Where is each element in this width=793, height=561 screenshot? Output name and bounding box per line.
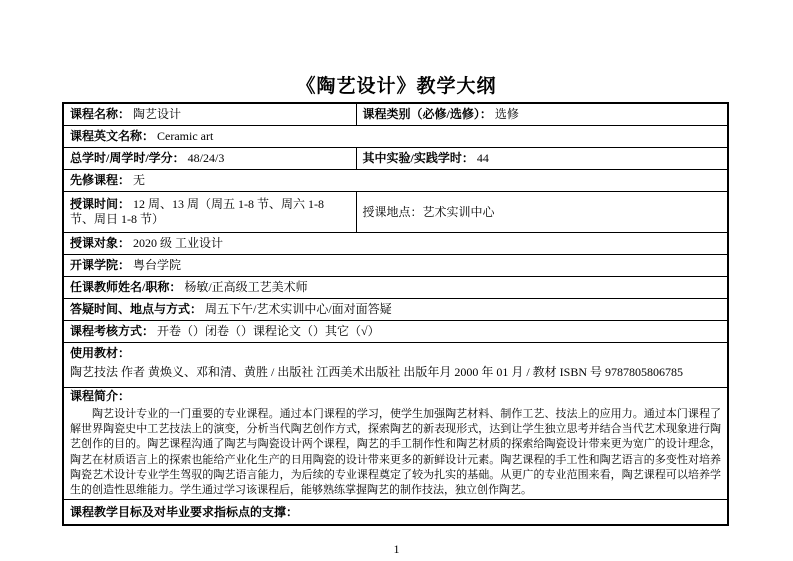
row-teaching-time — [63, 192, 728, 233]
cell-objectives — [63, 500, 728, 526]
cell-assessment — [63, 321, 728, 343]
total-hours-value: 48/24/3 — [187, 151, 225, 165]
textbook-label: 使用教材： — [70, 346, 131, 360]
teaching-time-label: 授课时间： — [70, 197, 131, 211]
teaching-location-text: 授课地点：艺术实训中心 — [362, 204, 495, 219]
course-name-value: 陶艺设计 — [133, 107, 182, 121]
teacher-label: 任课教师姓名/职称： — [70, 280, 182, 294]
school-value: 粤台学院 — [133, 258, 182, 272]
cell-lab-hours — [356, 148, 728, 170]
qa-arrangement-value: 周五下午/艺术实训中心/面对面答疑 — [205, 302, 392, 316]
cell-school — [63, 255, 728, 277]
row-intro — [63, 388, 728, 500]
cell-teaching-target — [63, 233, 728, 255]
assessment-value: 开卷（）闭卷（）课程论文（）其它（√） — [157, 324, 380, 338]
prerequisites-label: 先修课程： — [70, 173, 131, 187]
cell-textbook — [63, 343, 728, 388]
intro-paragraph: 陶艺设计专业的一门重要的专业课程。通过本门课程的学习，使学生加强陶艺材料、制作工艺、技法上的应用力。通过本门课程了解世界陶瓷史中工艺技法上的演变，分析当代陶艺创作方式，探索陶艺的新表现形式，达到让学生独立思考并结合当代艺术现象进行陶艺创作的目的。陶艺课程沟通了陶艺与陶瓷设计两个课程，陶艺的手工制作性和陶艺材质的探索给陶瓷设计带来更为宽广的设计理念，陶艺在材质语言上的探索也能给产业化生产的日用陶瓷的设计带来更多的新鲜设计元素。陶艺课程的手工性和陶艺语言的多变性对培养陶瓷艺术设计专业学生驾驭的陶艺语言能力，为后续的专业课程奠定了较为扎实的基础。从更广的专业范围来看，陶艺课程可以培养学生的创造性思维能力。学生通过学习该课程后，能够熟练掌握陶艺的制作技法，独立创作陶艺。 — [70, 408, 721, 497]
cell-prerequisites — [63, 170, 728, 192]
total-hours-label: 总学时/周学时/学分： — [70, 151, 185, 165]
lab-hours-value: 44 — [476, 151, 489, 165]
row-course-name — [63, 103, 728, 126]
syllabus-table — [62, 102, 729, 526]
course-category-value: 选修 — [494, 107, 519, 121]
cell-intro — [63, 388, 728, 500]
row-qa-arrangement — [63, 299, 728, 321]
row-assessment — [63, 321, 728, 343]
school-label: 开课学院： — [70, 258, 131, 272]
row-objectives — [63, 500, 728, 526]
cell-teaching-location — [356, 192, 728, 233]
cell-teacher — [63, 277, 728, 299]
row-prerequisites — [63, 170, 728, 192]
objectives-label: 课程教学目标及对毕业要求指标点的支撑： — [70, 504, 299, 519]
row-teaching-target — [63, 233, 728, 255]
cell-teaching-time — [63, 192, 356, 233]
intro-label: 课程简介： — [70, 389, 131, 403]
prerequisites-value: 无 — [133, 173, 146, 187]
page-title: 《陶艺设计》教学大纲 — [296, 76, 497, 97]
cell-course-name — [63, 103, 356, 126]
teaching-time-value: 12 周、13 周（周五 1-8 节、周六 1-8 节、周日 1-8 节） — [70, 197, 325, 226]
course-name-label: 课程名称： — [70, 107, 131, 121]
textbook-detail: 陶艺技法 作者 黄焕义、邓和清、黄胜 / 出版社 江西美术出版社 出版年月 2000 年 01 月 / 教材 ISBN 号 9787805806785 — [70, 365, 684, 379]
row-school — [63, 255, 728, 277]
course-name-en-value: Ceramic art — [157, 129, 214, 143]
cell-total-hours — [63, 148, 356, 170]
lab-hours-label: 其中实验/实践学时： — [362, 151, 474, 165]
teacher-value: 杨敏/正高级工艺美术师 — [184, 280, 308, 294]
qa-arrangement-label: 答疑时间、地点与方式： — [70, 302, 203, 316]
cell-course-name-en — [63, 126, 728, 148]
row-course-name-en — [63, 126, 728, 148]
course-category-label: 课程类别（必修/选修）： — [362, 107, 492, 121]
row-textbook — [63, 343, 728, 388]
cell-course-category — [356, 103, 728, 126]
row-hours — [63, 148, 728, 170]
teaching-target-label: 授课对象： — [70, 236, 131, 250]
teaching-target-value: 2020 级 工业设计 — [133, 236, 224, 250]
cell-qa-arrangement — [63, 299, 728, 321]
course-name-en-label: 课程英文名称： — [70, 129, 155, 143]
row-teacher — [63, 277, 728, 299]
assessment-label: 课程考核方式： — [70, 324, 155, 338]
page-number: 1 — [393, 542, 400, 557]
